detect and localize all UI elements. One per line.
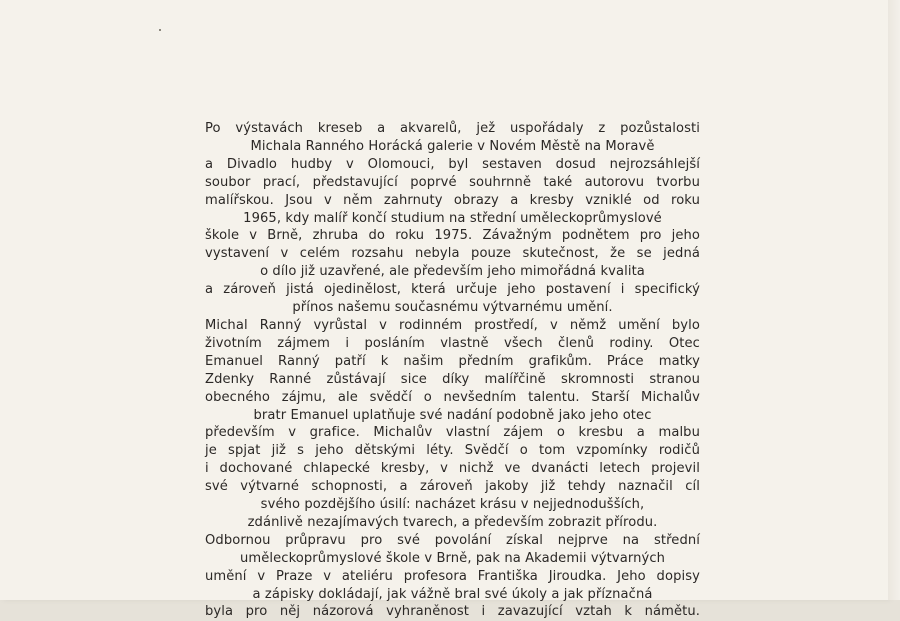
text-line: malířskou. Jsou v něm zahrnuty obrazy a kresby vzniklé od roku xyxy=(205,192,700,208)
text-line: 1965, kdy malíř končí studium na střední uměleckoprůmyslové xyxy=(243,210,662,226)
text-line: Zdenky Ranné zůstávají sice díky malířčině skromnosti stranou xyxy=(205,371,700,387)
text-line: umění v Praze v ateliéru profesora Františka Jiroudka. Jeho dopisy xyxy=(205,568,700,584)
text-line: Michal Ranný vyrůstal v rodinném prostředí, v němž umění bylo xyxy=(205,317,700,333)
paper-speck xyxy=(159,29,161,31)
text-line: Michala Ranného Horácká galerie v Novém Městě na Moravě xyxy=(250,138,655,154)
text-line: a zároveň jistá ojedinělost, která určuje jeho postavení i specifický xyxy=(205,282,700,298)
text-line: především v grafice. Michalův vlastní zájem o kresbu a malbu xyxy=(205,425,700,441)
text-line: o dílo již uzavřené, ale především jeho mimořádná kvalita xyxy=(260,264,645,280)
text-line: zdánlivě nezajímavých tvarech, a především zobrazit přírodu. xyxy=(247,514,658,530)
page-edge xyxy=(888,0,900,600)
text-line: životním zájmem i posláním vlastně všech členů rodiny. Otec xyxy=(205,335,700,351)
text-line: Emanuel Ranný patří k našim předním grafikům. Práce matky xyxy=(205,353,700,369)
text-line: soubor prací, představující poprvé souhrnně také autorovu tvorbu xyxy=(205,174,700,190)
text-line: bratr Emanuel uplatňuje své nadání podobně jako jeho otec xyxy=(253,407,652,423)
body-text xyxy=(205,120,700,621)
text-line: Po výstavách kreseb a akvarelů, jež uspořádaly z pozůstalosti xyxy=(205,121,700,136)
text-line: škole v Brně, zhruba do roku 1975. Závažným podnětem pro jeho xyxy=(205,228,700,244)
text-line: a Divadlo hudby v Olomouci, byl sestaven dosud nejrozsáhlejší xyxy=(205,156,700,172)
text-line: i dochované chlapecké kresby, v nichž ve dvanácti letech projevil xyxy=(205,461,700,477)
text-line: přínos našemu současnému výtvarnému umění. xyxy=(292,300,613,316)
text-line: obecného zájmu, ale svědčí o nevšedním talentu. Starší Michalův xyxy=(205,389,700,405)
text-line: a zápisky dokládají, jak vážně bral své úkoly a jak příznačná xyxy=(252,586,653,602)
text-line: vystavení v celém rozsahu nebyla pouze skutečnost, že se jedná xyxy=(205,246,700,262)
text-line: své výtvarné schopnosti, a zároveň jakoby již tehdy naznačil cíl xyxy=(205,479,700,495)
text-line: je spjat již s jeho dětskými léty. Svědčí o tom vzpomínky rodičů xyxy=(205,443,700,459)
text-line: svého pozdějšího úsilí: nacházet krásu v nejjednodušších, xyxy=(260,497,645,513)
text-line: Odbornou průpravu pro své povolání získal nejprve na střední xyxy=(205,532,700,548)
text-line: uměleckoprůmyslové škole v Brně, pak na Akademii výtvarných xyxy=(239,550,666,566)
text-line: byla pro něj názorová vyhraněnost i zavazující vztah k námětu. xyxy=(205,604,700,620)
